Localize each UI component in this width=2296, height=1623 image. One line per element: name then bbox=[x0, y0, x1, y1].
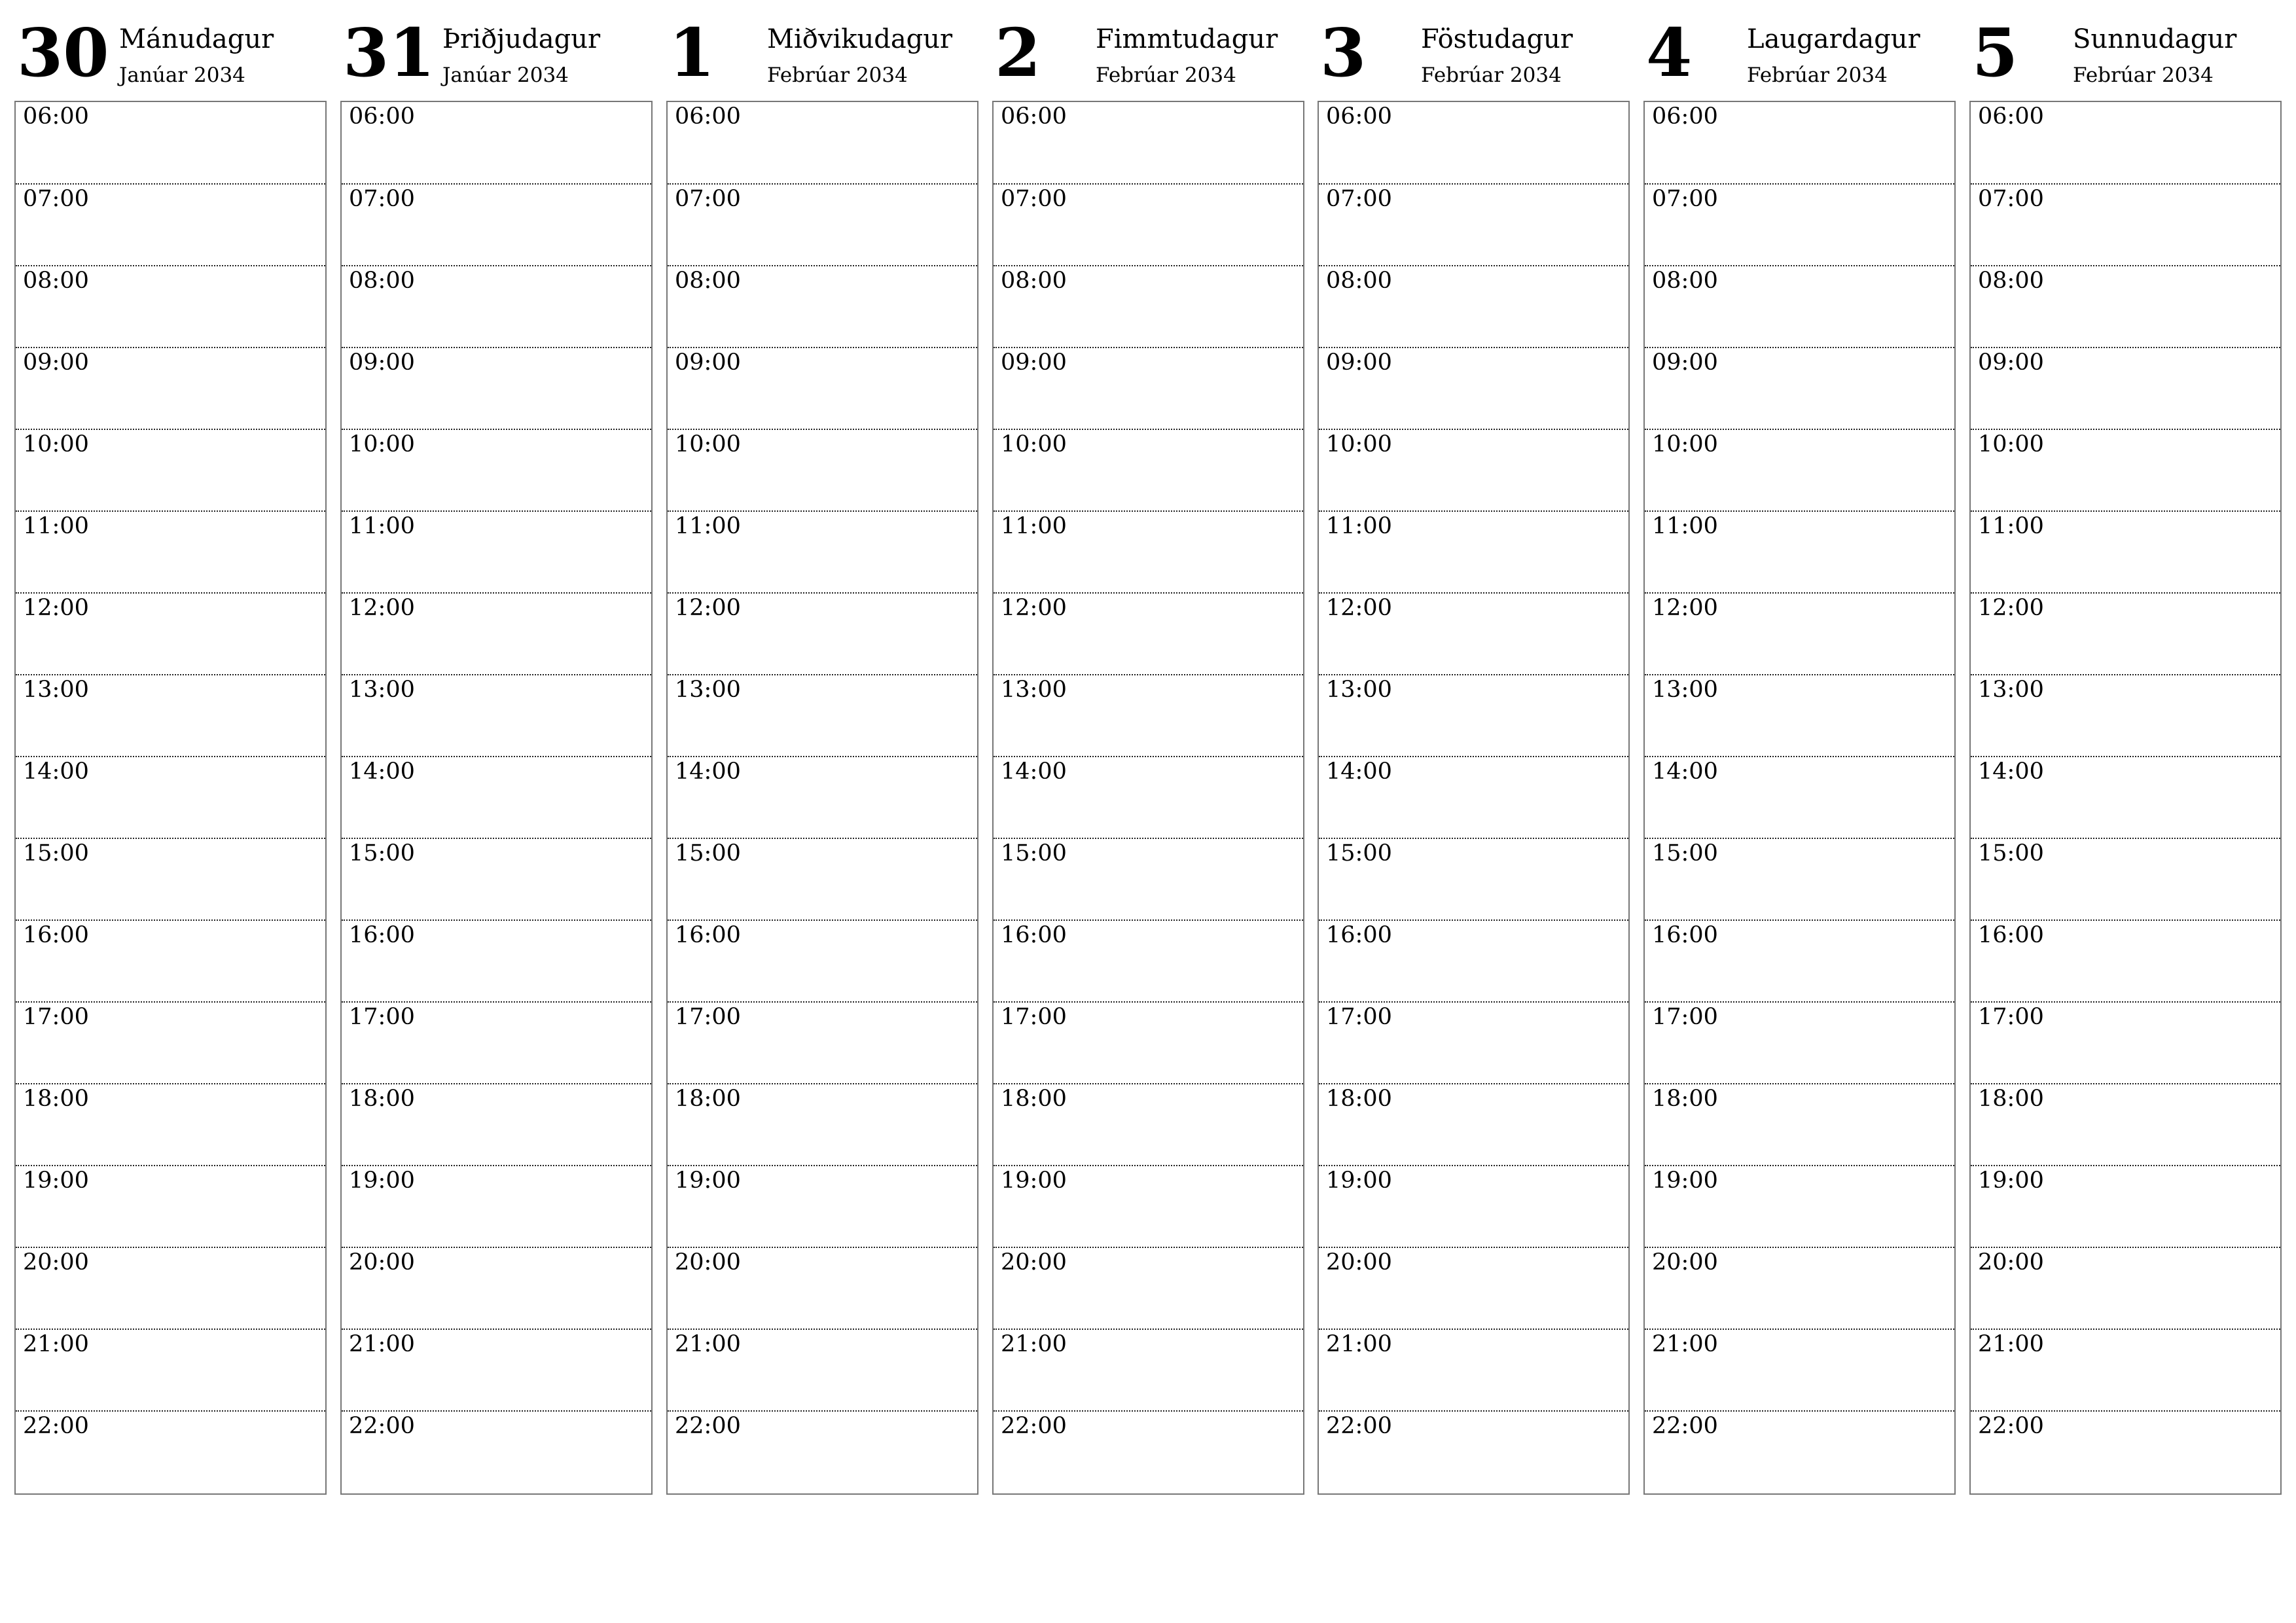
time-slot[interactable] bbox=[994, 1165, 1303, 1248]
time-slot[interactable] bbox=[994, 1001, 1303, 1084]
time-label: 20:00 bbox=[1978, 1249, 2044, 1275]
time-slot[interactable] bbox=[994, 265, 1303, 348]
day-number: 1 bbox=[669, 14, 715, 92]
time-label: 08:00 bbox=[23, 268, 89, 294]
time-slot[interactable] bbox=[668, 183, 977, 266]
time-slot[interactable] bbox=[1645, 347, 1954, 430]
day-number: 3 bbox=[1320, 14, 1367, 92]
day-column bbox=[1643, 0, 1956, 1499]
time-slot[interactable] bbox=[16, 1410, 325, 1493]
time-slot[interactable] bbox=[1645, 1083, 1954, 1166]
time-slot[interactable] bbox=[16, 1001, 325, 1084]
day-header bbox=[340, 0, 653, 98]
time-label: 18:00 bbox=[1001, 1086, 1067, 1112]
time-slot[interactable] bbox=[1319, 510, 1628, 594]
time-slot[interactable] bbox=[1971, 347, 2280, 430]
time-slot[interactable] bbox=[342, 1329, 651, 1412]
time-slot[interactable] bbox=[16, 1165, 325, 1248]
time-label: 06:00 bbox=[1978, 103, 2044, 130]
time-label: 13:00 bbox=[349, 677, 415, 703]
time-label: 15:00 bbox=[1326, 840, 1392, 866]
day-month-year: Febrúar 2034 bbox=[767, 63, 908, 87]
time-label: 11:00 bbox=[23, 513, 89, 539]
time-slot[interactable] bbox=[342, 1165, 651, 1248]
time-label: 08:00 bbox=[1978, 268, 2044, 294]
day-month-year: Febrúar 2034 bbox=[1096, 63, 1236, 87]
time-label: 22:00 bbox=[1652, 1413, 1718, 1439]
time-slot[interactable] bbox=[668, 347, 977, 430]
time-slot[interactable] bbox=[16, 429, 325, 512]
time-slot[interactable] bbox=[1645, 1329, 1954, 1412]
time-label: 10:00 bbox=[675, 431, 741, 457]
time-label: 14:00 bbox=[349, 758, 415, 785]
time-label: 06:00 bbox=[675, 103, 741, 130]
time-label: 22:00 bbox=[349, 1413, 415, 1439]
time-slot[interactable] bbox=[16, 183, 325, 266]
time-label: 21:00 bbox=[1001, 1331, 1067, 1357]
time-slot[interactable] bbox=[16, 1247, 325, 1330]
time-slot[interactable] bbox=[1319, 1410, 1628, 1493]
time-slot[interactable] bbox=[1645, 183, 1954, 266]
time-slot[interactable] bbox=[668, 1410, 977, 1493]
time-label: 15:00 bbox=[23, 840, 89, 866]
time-label: 17:00 bbox=[349, 1004, 415, 1030]
time-label: 07:00 bbox=[23, 186, 89, 212]
day-month-year: Febrúar 2034 bbox=[1421, 63, 1562, 87]
time-label: 11:00 bbox=[675, 513, 741, 539]
time-slot[interactable] bbox=[342, 510, 651, 594]
day-column bbox=[1969, 0, 2282, 1499]
time-label: 07:00 bbox=[1326, 186, 1392, 212]
day-number: 2 bbox=[995, 14, 1041, 92]
time-label: 21:00 bbox=[1326, 1331, 1392, 1357]
time-slot[interactable] bbox=[994, 183, 1303, 266]
time-label: 12:00 bbox=[23, 595, 89, 621]
time-label: 21:00 bbox=[23, 1331, 89, 1357]
time-label: 17:00 bbox=[1001, 1004, 1067, 1030]
time-label: 19:00 bbox=[675, 1168, 741, 1194]
time-slot[interactable] bbox=[1971, 1083, 2280, 1166]
time-label: 16:00 bbox=[1001, 922, 1067, 948]
day-month-year: Febrúar 2034 bbox=[2073, 63, 2214, 87]
time-slot[interactable] bbox=[668, 919, 977, 1003]
time-slot[interactable] bbox=[668, 265, 977, 348]
time-slot[interactable] bbox=[1645, 1001, 1954, 1084]
day-column bbox=[666, 0, 978, 1499]
time-slot[interactable] bbox=[1971, 592, 2280, 675]
time-label: 10:00 bbox=[1652, 431, 1718, 457]
day-name: Fimmtudagur bbox=[1096, 24, 1278, 54]
time-slot[interactable] bbox=[1645, 674, 1954, 757]
time-label: 10:00 bbox=[1978, 431, 2044, 457]
time-slot[interactable] bbox=[668, 1083, 977, 1166]
time-label: 08:00 bbox=[1001, 268, 1067, 294]
time-label: 18:00 bbox=[349, 1086, 415, 1112]
time-slot[interactable] bbox=[16, 347, 325, 430]
time-slot[interactable] bbox=[1319, 429, 1628, 512]
time-label: 11:00 bbox=[349, 513, 415, 539]
time-slot[interactable] bbox=[1319, 183, 1628, 266]
time-slot[interactable] bbox=[1319, 1247, 1628, 1330]
time-slot[interactable] bbox=[1319, 1165, 1628, 1248]
time-slot[interactable] bbox=[342, 592, 651, 675]
time-label: 06:00 bbox=[23, 103, 89, 130]
time-slot[interactable] bbox=[16, 919, 325, 1003]
time-label: 15:00 bbox=[1978, 840, 2044, 866]
time-label: 14:00 bbox=[1978, 758, 2044, 785]
time-label: 17:00 bbox=[1326, 1004, 1392, 1030]
time-label: 20:00 bbox=[1652, 1249, 1718, 1275]
time-label: 09:00 bbox=[1001, 349, 1067, 376]
day-schedule-box bbox=[1318, 101, 1630, 1495]
day-schedule-box bbox=[666, 101, 978, 1495]
time-label: 09:00 bbox=[675, 349, 741, 376]
day-month-year: Janúar 2034 bbox=[119, 63, 245, 87]
time-slot[interactable] bbox=[1971, 674, 2280, 757]
time-label: 21:00 bbox=[1978, 1331, 2044, 1357]
time-label: 08:00 bbox=[1326, 268, 1392, 294]
time-slot[interactable] bbox=[1645, 265, 1954, 348]
day-name: Miðvikudagur bbox=[767, 24, 953, 54]
time-label: 13:00 bbox=[675, 677, 741, 703]
time-slot[interactable] bbox=[1645, 510, 1954, 594]
time-slot[interactable] bbox=[994, 510, 1303, 594]
time-slot[interactable] bbox=[994, 429, 1303, 512]
time-slot[interactable] bbox=[1971, 756, 2280, 839]
time-label: 17:00 bbox=[1652, 1004, 1718, 1030]
day-schedule-box bbox=[992, 101, 1304, 1495]
time-label: 15:00 bbox=[1652, 840, 1718, 866]
time-slot[interactable] bbox=[994, 756, 1303, 839]
time-label: 22:00 bbox=[1001, 1413, 1067, 1439]
time-slot[interactable] bbox=[1319, 1083, 1628, 1166]
time-label: 09:00 bbox=[1326, 349, 1392, 376]
day-name: Laugardagur bbox=[1747, 24, 1920, 54]
time-label: 07:00 bbox=[1978, 186, 2044, 212]
time-label: 12:00 bbox=[349, 595, 415, 621]
time-label: 10:00 bbox=[349, 431, 415, 457]
time-slot[interactable] bbox=[342, 102, 651, 184]
time-slot[interactable] bbox=[16, 510, 325, 594]
time-label: 11:00 bbox=[1001, 513, 1067, 539]
day-name: Mánudagur bbox=[119, 24, 274, 54]
day-column bbox=[992, 0, 1304, 1499]
time-label: 13:00 bbox=[1326, 677, 1392, 703]
time-label: 09:00 bbox=[349, 349, 415, 376]
day-header bbox=[1318, 0, 1630, 98]
time-slot[interactable] bbox=[342, 838, 651, 921]
time-slot[interactable] bbox=[1645, 1165, 1954, 1248]
time-label: 09:00 bbox=[1978, 349, 2044, 376]
time-slot[interactable] bbox=[342, 265, 651, 348]
day-schedule-box bbox=[1643, 101, 1956, 1495]
time-slot[interactable] bbox=[1971, 265, 2280, 348]
time-label: 13:00 bbox=[1001, 677, 1067, 703]
time-label: 20:00 bbox=[23, 1249, 89, 1275]
time-label: 18:00 bbox=[1326, 1086, 1392, 1112]
time-label: 13:00 bbox=[1652, 677, 1718, 703]
time-label: 10:00 bbox=[23, 431, 89, 457]
time-slot[interactable] bbox=[994, 919, 1303, 1003]
time-slot[interactable] bbox=[1319, 102, 1628, 184]
time-label: 19:00 bbox=[1978, 1168, 2044, 1194]
day-schedule-box bbox=[1969, 101, 2282, 1495]
time-label: 19:00 bbox=[1326, 1168, 1392, 1194]
time-label: 22:00 bbox=[23, 1413, 89, 1439]
time-slot[interactable] bbox=[342, 429, 651, 512]
time-slot[interactable] bbox=[1645, 756, 1954, 839]
day-month-year: Febrúar 2034 bbox=[1747, 63, 1888, 87]
time-label: 18:00 bbox=[1978, 1086, 2044, 1112]
time-label: 12:00 bbox=[1978, 595, 2044, 621]
time-slot[interactable] bbox=[342, 919, 651, 1003]
time-slot[interactable] bbox=[668, 1247, 977, 1330]
time-label: 20:00 bbox=[675, 1249, 741, 1275]
time-label: 11:00 bbox=[1978, 513, 2044, 539]
time-label: 14:00 bbox=[23, 758, 89, 785]
time-slot[interactable] bbox=[1971, 429, 2280, 512]
time-label: 09:00 bbox=[1652, 349, 1718, 376]
day-header bbox=[14, 0, 327, 98]
time-slot[interactable] bbox=[1971, 919, 2280, 1003]
time-label: 21:00 bbox=[349, 1331, 415, 1357]
time-slot[interactable] bbox=[342, 1247, 651, 1330]
time-label: 21:00 bbox=[1652, 1331, 1718, 1357]
time-slot[interactable] bbox=[994, 1247, 1303, 1330]
time-slot[interactable] bbox=[1645, 838, 1954, 921]
time-slot[interactable] bbox=[1971, 1410, 2280, 1493]
time-slot[interactable] bbox=[994, 1083, 1303, 1166]
day-number: 31 bbox=[343, 14, 435, 92]
time-label: 19:00 bbox=[349, 1168, 415, 1194]
time-slot[interactable] bbox=[16, 1329, 325, 1412]
day-name: Þriðjudagur bbox=[442, 24, 601, 54]
time-label: 15:00 bbox=[675, 840, 741, 866]
time-label: 06:00 bbox=[1001, 103, 1067, 130]
time-slot[interactable] bbox=[668, 429, 977, 512]
day-header bbox=[666, 0, 978, 98]
time-label: 17:00 bbox=[23, 1004, 89, 1030]
time-label: 17:00 bbox=[1978, 1004, 2044, 1030]
time-slot[interactable] bbox=[668, 1001, 977, 1084]
time-label: 18:00 bbox=[1652, 1086, 1718, 1112]
time-label: 14:00 bbox=[1001, 758, 1067, 785]
time-slot[interactable] bbox=[668, 102, 977, 184]
time-label: 22:00 bbox=[1326, 1413, 1392, 1439]
time-label: 15:00 bbox=[349, 840, 415, 866]
time-label: 20:00 bbox=[1001, 1249, 1067, 1275]
time-slot[interactable] bbox=[1319, 919, 1628, 1003]
time-label: 12:00 bbox=[1001, 595, 1067, 621]
time-slot[interactable] bbox=[1971, 838, 2280, 921]
time-slot[interactable] bbox=[1645, 1247, 1954, 1330]
time-slot[interactable] bbox=[668, 838, 977, 921]
day-header bbox=[1643, 0, 1956, 98]
time-slot[interactable] bbox=[16, 102, 325, 184]
time-slot[interactable] bbox=[1971, 183, 2280, 266]
time-label: 16:00 bbox=[1326, 922, 1392, 948]
day-schedule-box bbox=[340, 101, 653, 1495]
time-slot[interactable] bbox=[1645, 102, 1954, 184]
time-slot[interactable] bbox=[1319, 265, 1628, 348]
time-slot[interactable] bbox=[1971, 102, 2280, 184]
time-slot[interactable] bbox=[16, 1083, 325, 1166]
time-slot[interactable] bbox=[994, 674, 1303, 757]
time-slot[interactable] bbox=[1971, 1001, 2280, 1084]
time-slot[interactable] bbox=[994, 347, 1303, 430]
time-slot[interactable] bbox=[342, 347, 651, 430]
time-slot[interactable] bbox=[16, 838, 325, 921]
time-label: 07:00 bbox=[1001, 186, 1067, 212]
time-label: 16:00 bbox=[1652, 922, 1718, 948]
time-label: 06:00 bbox=[349, 103, 415, 130]
day-month-year: Janúar 2034 bbox=[442, 63, 569, 87]
time-label: 11:00 bbox=[1652, 513, 1718, 539]
time-slot[interactable] bbox=[16, 756, 325, 839]
time-label: 08:00 bbox=[349, 268, 415, 294]
time-label: 20:00 bbox=[349, 1249, 415, 1275]
time-slot[interactable] bbox=[994, 592, 1303, 675]
time-slot[interactable] bbox=[1971, 1247, 2280, 1330]
time-slot[interactable] bbox=[1971, 510, 2280, 594]
day-column bbox=[14, 0, 327, 1499]
time-slot[interactable] bbox=[668, 674, 977, 757]
time-slot[interactable] bbox=[994, 838, 1303, 921]
time-slot[interactable] bbox=[16, 592, 325, 675]
time-slot[interactable] bbox=[668, 510, 977, 594]
time-slot[interactable] bbox=[1971, 1329, 2280, 1412]
time-label: 10:00 bbox=[1326, 431, 1392, 457]
day-number: 5 bbox=[1972, 14, 2018, 92]
day-name: Föstudagur bbox=[1421, 24, 1573, 54]
time-slot[interactable] bbox=[668, 1165, 977, 1248]
time-slot[interactable] bbox=[342, 674, 651, 757]
time-label: 19:00 bbox=[1001, 1168, 1067, 1194]
time-label: 16:00 bbox=[675, 922, 741, 948]
time-label: 18:00 bbox=[23, 1086, 89, 1112]
time-label: 13:00 bbox=[23, 677, 89, 703]
time-label: 06:00 bbox=[1326, 103, 1392, 130]
time-slot[interactable] bbox=[1319, 756, 1628, 839]
time-label: 21:00 bbox=[675, 1331, 741, 1357]
time-label: 17:00 bbox=[675, 1004, 741, 1030]
time-label: 08:00 bbox=[1652, 268, 1718, 294]
day-number: 4 bbox=[1646, 14, 1693, 92]
time-label: 20:00 bbox=[1326, 1249, 1392, 1275]
time-slot[interactable] bbox=[342, 1410, 651, 1493]
time-label: 07:00 bbox=[349, 186, 415, 212]
day-column bbox=[340, 0, 653, 1499]
time-slot[interactable] bbox=[16, 265, 325, 348]
time-slot[interactable] bbox=[1645, 592, 1954, 675]
time-label: 07:00 bbox=[675, 186, 741, 212]
day-schedule-box bbox=[14, 101, 327, 1495]
time-label: 09:00 bbox=[23, 349, 89, 376]
time-slot[interactable] bbox=[668, 592, 977, 675]
time-slot[interactable] bbox=[668, 756, 977, 839]
time-slot[interactable] bbox=[342, 1001, 651, 1084]
time-slot[interactable] bbox=[994, 1329, 1303, 1412]
time-label: 06:00 bbox=[1652, 103, 1718, 130]
time-slot[interactable] bbox=[1319, 1001, 1628, 1084]
time-slot[interactable] bbox=[1319, 674, 1628, 757]
time-slot[interactable] bbox=[16, 674, 325, 757]
time-slot[interactable] bbox=[668, 1329, 977, 1412]
time-label: 15:00 bbox=[1001, 840, 1067, 866]
time-label: 19:00 bbox=[1652, 1168, 1718, 1194]
time-slot[interactable] bbox=[1319, 347, 1628, 430]
time-slot[interactable] bbox=[342, 756, 651, 839]
time-label: 16:00 bbox=[23, 922, 89, 948]
time-label: 19:00 bbox=[23, 1168, 89, 1194]
time-label: 12:00 bbox=[675, 595, 741, 621]
time-label: 14:00 bbox=[1652, 758, 1718, 785]
time-label: 10:00 bbox=[1001, 431, 1067, 457]
time-label: 12:00 bbox=[1652, 595, 1718, 621]
time-slot[interactable] bbox=[342, 1083, 651, 1166]
time-slot[interactable] bbox=[994, 1410, 1303, 1493]
time-label: 13:00 bbox=[1978, 677, 2044, 703]
time-slot[interactable] bbox=[994, 102, 1303, 184]
time-slot[interactable] bbox=[1645, 919, 1954, 1003]
time-label: 22:00 bbox=[1978, 1413, 2044, 1439]
time-slot[interactable] bbox=[1645, 1410, 1954, 1493]
time-label: 11:00 bbox=[1326, 513, 1392, 539]
time-label: 12:00 bbox=[1326, 595, 1392, 621]
time-label: 16:00 bbox=[1978, 922, 2044, 948]
time-slot[interactable] bbox=[1971, 1165, 2280, 1248]
time-label: 18:00 bbox=[675, 1086, 741, 1112]
day-header bbox=[1969, 0, 2282, 98]
day-column bbox=[1318, 0, 1630, 1499]
time-label: 07:00 bbox=[1652, 186, 1718, 212]
time-label: 14:00 bbox=[675, 758, 741, 785]
time-slot[interactable] bbox=[1645, 429, 1954, 512]
time-slot[interactable] bbox=[1319, 592, 1628, 675]
time-slot[interactable] bbox=[342, 183, 651, 266]
day-header bbox=[992, 0, 1304, 98]
time-slot[interactable] bbox=[1319, 1329, 1628, 1412]
day-number: 30 bbox=[17, 14, 109, 92]
day-name: Sunnudagur bbox=[2073, 24, 2237, 54]
time-label: 22:00 bbox=[675, 1413, 741, 1439]
time-label: 08:00 bbox=[675, 268, 741, 294]
time-label: 16:00 bbox=[349, 922, 415, 948]
time-slot[interactable] bbox=[1319, 838, 1628, 921]
time-label: 14:00 bbox=[1326, 758, 1392, 785]
